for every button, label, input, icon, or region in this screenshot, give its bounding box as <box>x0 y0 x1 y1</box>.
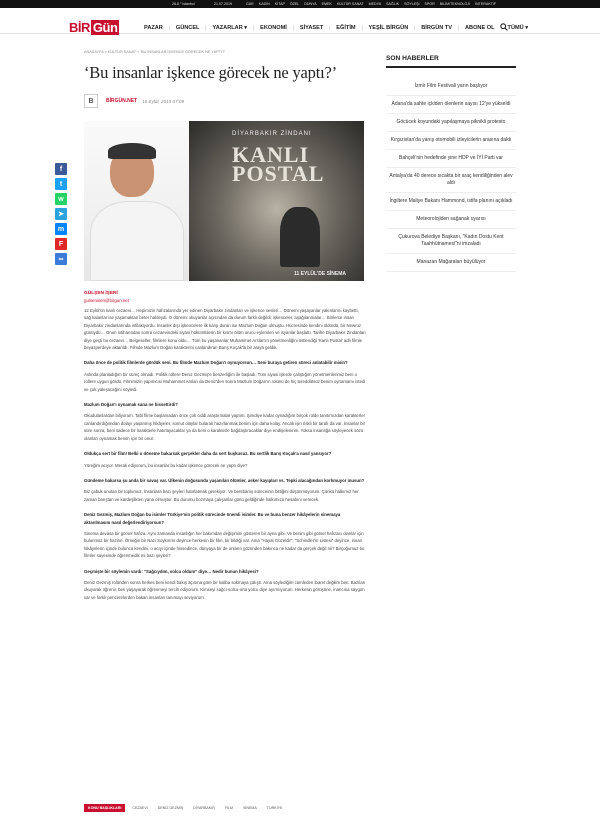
current-date: 21.07.2019 <box>214 1 232 6</box>
copy-link-icon[interactable]: ∞ <box>55 253 67 265</box>
article-paragraph: Yüreğim acıyor. Merak ediyorum, bu insanlar bu kadar işkence görecek ne yaptı diye? <box>84 462 248 468</box>
news-item[interactable]: Bahçeli'nin hedefinde yine HDP ve İYİ Parti var <box>386 150 516 168</box>
latest-news-list <box>386 78 516 272</box>
nav-item[interactable]: EKONOMİ <box>253 25 293 31</box>
topic-tags <box>84 804 285 812</box>
nav-item[interactable]: YEŞİL BİRGÜN <box>362 25 415 31</box>
news-item[interactable]: Kırgızistan'da yanış otomobili izleyicilerin arasına daldı <box>386 132 516 150</box>
article-column <box>84 50 366 601</box>
nav-item[interactable]: YAZARLAR ▾ <box>205 25 253 31</box>
nav-item[interactable]: GÜNCEL <box>169 25 206 31</box>
interview-question: Geçmişte bir söylemin vardı: "Sağcıydım, solcu oldum" diye… Nedir bunun hikâyesi? <box>84 568 259 574</box>
article-paragraph: Okudulanlardan biliyorum. Tabi filme başlamadan önce çok ciddi araştırmalar yaptım. Şimdiye kadar oynadığım birçok rolde tanıtımızdan karakterler canlandırdığımdan dolayı yaşanmış hikâyeler, somut olaylar bularak hazırlanmak benim için daha kolay. Ancak işin riskli bir tarafı da var. İnsanlar bir süre sonra, beni sadece bir karakterle hatırlayacaklar ya da beni o karakterle bağdaştıracaklar diye endişelenirim. Yoksa insanlığa söyleyecek sözü olanları oynamak benim için bir onur. <box>84 413 366 441</box>
interviewer-email[interactable]: gulseniseri@birgun.net <box>84 298 129 303</box>
logo-part1: BİR <box>69 20 90 35</box>
logo-part2: Gün <box>92 20 118 35</box>
tag-link[interactable]: SİNEMA <box>243 806 257 810</box>
poster-release: 11 EYLÜL'DE SİNEMA <box>294 271 347 277</box>
top-link[interactable]: SPOR <box>424 1 435 6</box>
top-link[interactable]: SAĞLIK <box>386 1 400 6</box>
post-date: 16 Eylül, 2015 07:09 <box>142 98 185 104</box>
tag-link[interactable]: TÜRKİYE <box>266 806 283 810</box>
featured-image <box>84 121 364 281</box>
top-link[interactable]: DÜNYA <box>304 1 317 6</box>
actor-hair <box>108 143 156 159</box>
nav-item[interactable]: EĞİTİM <box>329 25 361 31</box>
poster-subtitle: DİYARBAKIR ZİNDANI <box>232 131 312 137</box>
news-item[interactable]: Çukurova Belediye Başkanı, "Kadın Dostu Kent Taahhütnamesi"ni imzaladı <box>386 229 516 254</box>
author-avatar[interactable]: B <box>84 94 98 108</box>
breadcrumb: ANASAYFA » KÜLTÜR SANAT » 'BU İNSANLAR İŞKENCE GÖRECEK NE YAPTI?' <box>84 50 225 54</box>
top-link[interactable]: KİTAP <box>274 1 285 6</box>
site-logo[interactable] <box>69 20 119 35</box>
flipboard-icon[interactable]: F <box>55 238 67 250</box>
poster-title <box>232 142 325 186</box>
nav-item[interactable]: TÜMÜ ▾ <box>501 25 535 31</box>
tag-link[interactable]: CEZAEVİ <box>132 806 148 810</box>
article-paragraph: Deniz Gezmiş rolünden sonra herkes beni kendi bakış açısına göre bir kaliba sokmaya çalıştı. Ama söylediğim cümleden ibaret değilim ben. Bazıları okuyarak öğrenir, ben yaşayarak öğrenmeyi tercih ediyorum. Kimseyi sağcı-solcu-orta yolcu diye ayırmıyorum. Herkesin görüşüne, inancına saygım var ve farklı pencerelerden bakan insanları tanımayı seviyorum. <box>84 579 366 600</box>
article-paragraph: Sinema devasa bir görsel hafıza. Aynı zamanda insanlığın her bakımdan değişimini gösteren bir ayna gibi. Ve benim gibi görsel hafızası olanlar için bulunmaz bir hazine. Örneğin bir Nazi Soykırımı deyince herkesin bir fikri, bir bildiği var. Ama "Hayat Güzeldir", "Schindler'in Listesi" deyince, insan hikâyelerin içinde bulunca kendini, o acıyı içinde hissedince, dünyaya bir de onların gözünden bakınca ne kadar da gerçek değil mi? Birçoğumuz bu filmler sayesinde öğrenmedik mi bazı şeyleri? <box>84 530 365 559</box>
top-links <box>246 2 496 6</box>
news-item[interactable]: İngiltere Maliye Bakanı Hammond, istifa planını açıkladı <box>386 193 516 211</box>
actor-shirt <box>90 201 184 281</box>
top-link[interactable]: GÜE <box>246 1 254 6</box>
poster-title-line1: KANLI <box>232 142 310 167</box>
news-item[interactable]: Göcücek koyundaki yapılaşmaya piknikli protesto <box>386 114 516 132</box>
article-paragraph: 12 Eylül'ün kanlı cezaevi… Hepimizin hafızalarında yer edinen Diyarbakır zindanları ve işkence sesleri… Dönemi yaşayanlar yakınlarını kaybetti, sağ kalanlar ise yaşamaktan beter haldeydi. O dönemi okuyanlar açısından da durum farklı değildi; işkenceler, aşağılanmalar… Binlerce insan Diyarbakır zindanlarında infilakiyordu. İnsanlık dışı işkencelere ilk karşı duran ise Mazlum Doğan olmuştu. Hücresinde kendini öldürdü, bir Newroz günüydü… Onun intiharından sonra cezaevindeki siyasi hükümlülerin bir kısmı ölüm orucu eylemleri ve isyanlar başlattı. Tarihe Diyarbakır Zindanları diye geçti bu cezaevi… Belgeseller, filmlere konu oldu… Tüm bu yaşananlar Muhammet Arslan'ın yönetmenliğini üstlendiği 'Kanlı Postal' adlı filmle beyazperdeye aktarıldı. Filmde Mazlum Doğan karakterini canlandıran Barış Koçak'la bir araya geldik. <box>84 308 366 351</box>
tags-label: KONU BAŞLIKLARI <box>84 804 125 812</box>
search-icon[interactable] <box>500 23 508 31</box>
article-paragraph: Biz çabuk unutan bir toplumuz. İnsanlara bazı şeyleri hatırlatmak gerekiyor. Ve bentbamş süreceinin bittiğini düşünmüyorum. Çünkü halkımız her zaman barıştan ve kardeşlikten yana olmuştur. Bu durumu bozmaya çalışanlar günü geldiğinde halkımıza hesabını verecek. <box>84 489 359 502</box>
news-item[interactable]: Antalya'da 40 derece sıcakta bir araç kendiliğinden alev aldı <box>386 168 516 193</box>
page-title: ‘Bu insanlar işkence görecek ne yaptı?’ <box>84 63 337 82</box>
article-paragraph: Aslında planladığım bir süreç olmadı. Politik rollere Deniz Gezmiş'e benzerliğim ile başladı. Tüm siyasi işlerde çalıştığım yönetmenlerimiz beni o rollere uygun gördü. Filmimizin yapımcısı Muhammet Arslan da Deniz'den sonra Mazlum Doğan'ın rolünü de hiç tereddütsüz benim oynamamı istedi ve çok yakışacağını söyledi. <box>84 371 366 392</box>
interviewer-name: GÜLŞEN İŞERİ <box>84 291 118 296</box>
interview-question: Daha önce de politik filmlerde gördük seni. Bu filmde Mazlum Doğan'ı oynuyorsun… Seni buraya getiren süreci anlatabilir misin? <box>84 360 348 366</box>
news-item[interactable]: Adana'da sahte içkiden ölenlerin sayısı 12'ye yükseldi <box>386 96 516 114</box>
nav-item[interactable]: SİYASET <box>293 25 329 31</box>
top-link[interactable]: KÜLTÜR SANAT <box>336 1 364 6</box>
nav-item[interactable]: BİRGÜN TV <box>414 25 458 31</box>
article-body <box>84 307 366 601</box>
poster-title-line2: POSTAL <box>232 161 325 186</box>
tag-link[interactable]: DİYARBAKIR <box>193 806 215 810</box>
main-nav <box>0 8 600 34</box>
sidebar-title: SON HABERLER <box>386 55 516 68</box>
interview-question: Deniz Gezmiş, Mazlum Doğan bu isimler Türkiye'nin politik sürecinde önemli isimler. Bu ve buna benzer hikâyelerin sinemaya aktarılmasını nasıl değerlendiriyorsun? <box>84 512 341 525</box>
tag-link[interactable]: DENİZ GEZMİŞ <box>157 806 184 810</box>
sidebar <box>386 55 516 272</box>
whatsapp-icon[interactable]: w <box>55 193 67 205</box>
top-info-bar <box>0 0 600 8</box>
poster-figure <box>280 207 320 267</box>
top-link[interactable]: KADIN <box>258 1 270 6</box>
top-link[interactable]: BİLİM/TEKNOLOJİ <box>439 1 471 6</box>
top-link[interactable]: SÖYLEŞİ <box>404 1 420 6</box>
nav-menu <box>138 25 534 31</box>
actor-photo <box>84 121 189 281</box>
weather-readout: 28.8 ° istanbul <box>172 1 195 6</box>
nav-item[interactable]: ABONE OL <box>458 25 501 31</box>
nav-item[interactable]: PAZAR <box>144 25 163 31</box>
top-link[interactable]: İNTERAKTİF <box>475 1 497 6</box>
news-item[interactable]: Meteorolojiden sağanak uyarısı <box>386 211 516 229</box>
interview-question: Gündeme bakarsa şu anda bir savaş var. Ülkenin doğusunda yaşanılan ölümler, asker kayıpları vs. Tepki alacağından korkmuyor musun? <box>84 477 365 483</box>
share-bar <box>55 163 67 268</box>
interview-question: Mazlum Doğan'ı oynamak sana ne hissettirdi? <box>84 402 178 408</box>
messenger-icon[interactable]: m <box>55 223 67 235</box>
top-link[interactable]: ÖZEL <box>289 1 300 6</box>
news-item[interactable]: Manazan Mağaraları büyülüyor <box>386 254 516 272</box>
top-link[interactable]: EMEK <box>321 1 332 6</box>
facebook-icon[interactable]: f <box>55 163 67 175</box>
interview-question: Oldukça sert bir film! Belki o döneme bakarsak gerçekler daha da sert kuşkusuz. Bu sertlik Barış Koçak'a nasıl yansıyor? <box>84 451 332 457</box>
author-name-link[interactable]: BİRGÜN.NET <box>106 98 138 104</box>
tag-link[interactable]: FİLM <box>224 806 233 810</box>
news-item[interactable]: İzmir Film Festivali yarın başlıyor <box>386 78 516 96</box>
twitter-icon[interactable]: t <box>55 178 67 190</box>
top-link[interactable]: MEDYA <box>368 1 382 6</box>
byline <box>84 93 366 109</box>
telegram-icon[interactable]: ➤ <box>55 208 67 220</box>
